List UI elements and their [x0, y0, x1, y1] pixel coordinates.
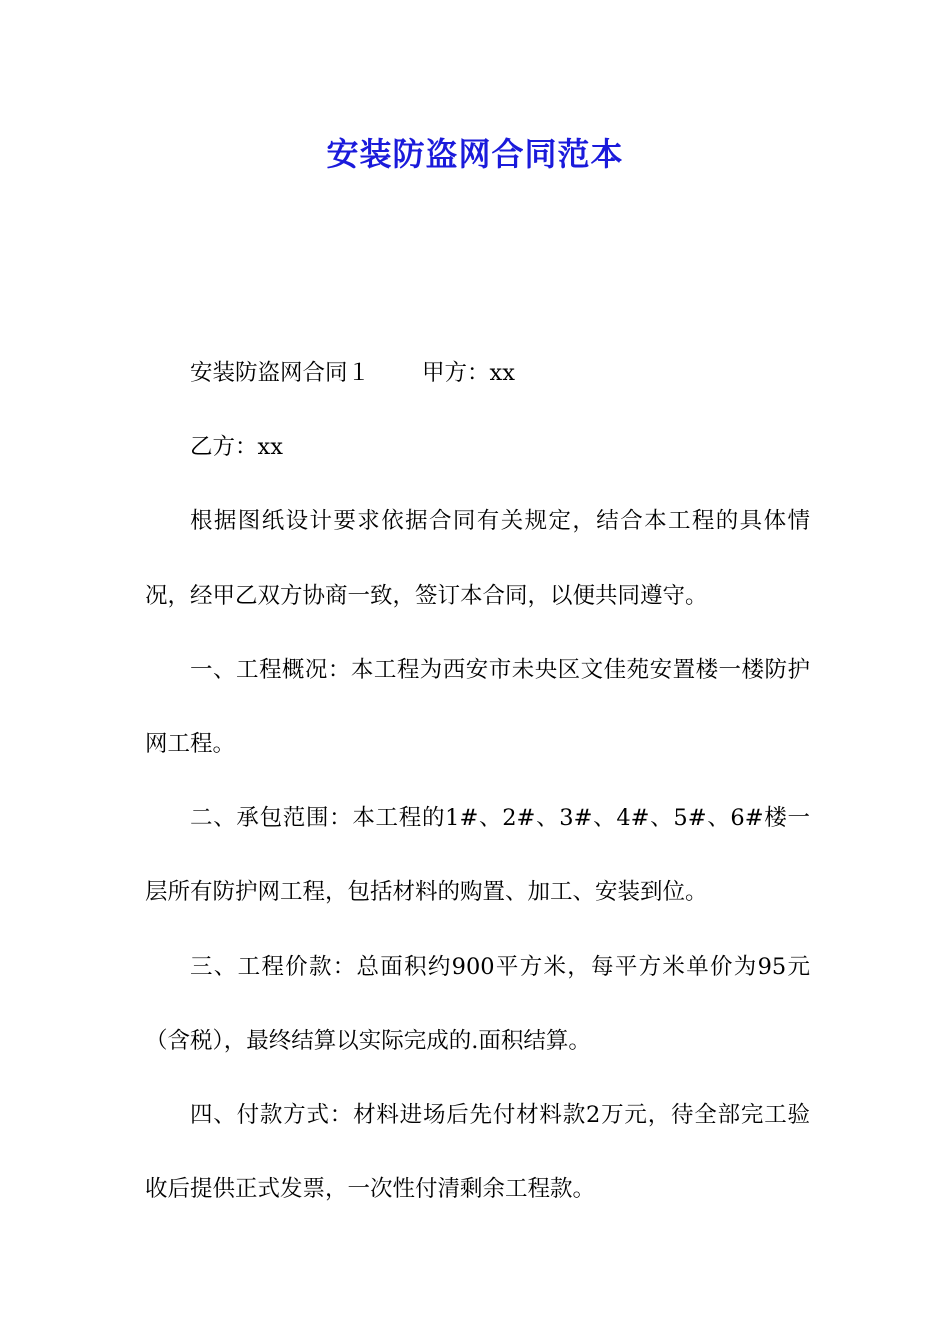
paragraph-payment: 四、付款方式：材料进场后先付材料款2万元，待全部完工验收后提供正式发票，一次性付清剩余工程款。: [145, 1102, 810, 1203]
document-title: 安装防盗网合同范本: [326, 135, 624, 173]
paragraph-project-overview: 一、工程概况：本工程为西安市未央区文佳苑安置楼一楼防护网工程。: [145, 656, 810, 758]
paragraph-scope: 二、承包范围：本工程的1#、2#、3#、4#、5#、6#楼一层所有防护网工程，包括材料的购置、加工、安装到位。: [145, 805, 810, 906]
paragraph-price: 三、工程价款：总面积约900平方米，每平方米单价为95元（含税），最终结算以实际完成的.面积结算。: [145, 953, 810, 1054]
header-line: [145, 336, 810, 410]
contract-label: 安装防盗网合同１: [190, 360, 371, 386]
document-body: [145, 336, 810, 1226]
party-a: 甲方：xx: [422, 360, 515, 386]
paragraph-preamble: 根据图纸设计要求依据合同有关规定，结合本工程的具体情况，经甲乙双方协商一致，签订本合同，以便共同遵守。: [145, 508, 810, 609]
party-b: 乙方：xx: [190, 434, 283, 461]
